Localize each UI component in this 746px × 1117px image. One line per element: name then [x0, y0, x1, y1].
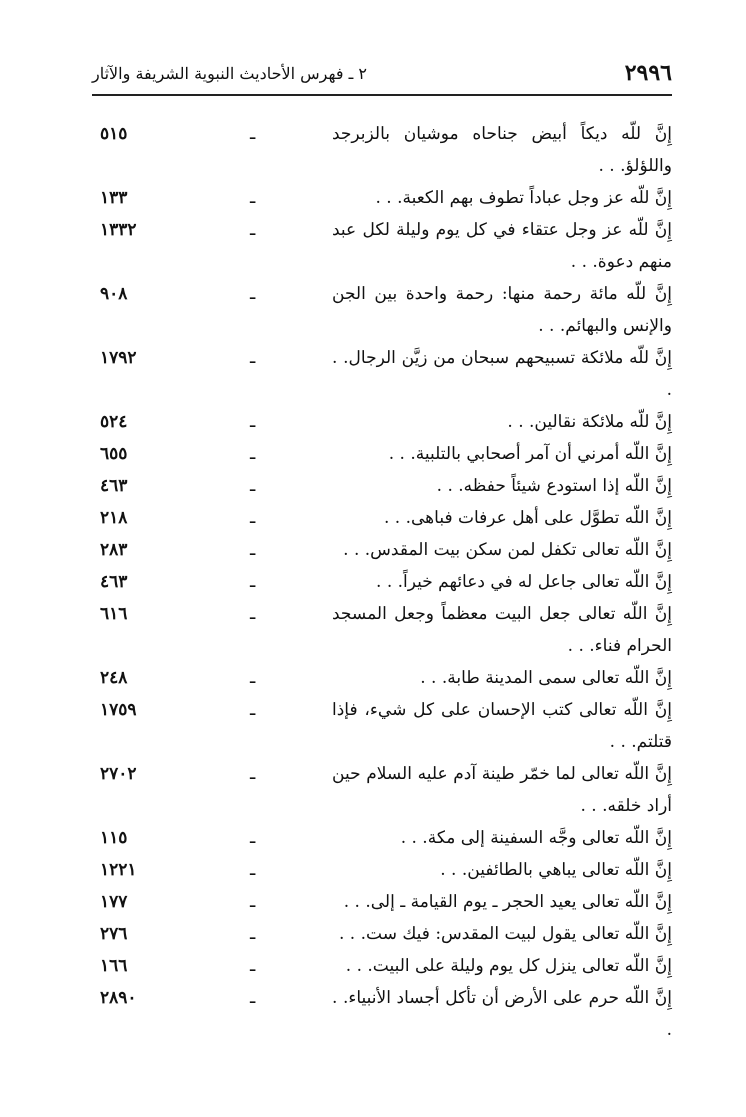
entry-dash: ـ [250, 443, 256, 464]
index-entry [100, 470, 672, 502]
entry-text: إِنَّ للّه ديكاً أبيض جناحاه موشيان بالزبرجد واللؤلؤ. . . [332, 124, 672, 176]
entry-text: إِنَّ للّه عز وجل عتقاء في كل يوم وليلة لكل عبد منهم دعوة. . . [332, 220, 672, 272]
index-entry [100, 758, 672, 822]
entry-reference-number: ٩٠٨ [100, 284, 128, 304]
index-entry [100, 950, 672, 982]
entry-reference-number: ١٣٣٢ [100, 220, 137, 240]
entry-dash: ـ [250, 667, 256, 688]
entry-reference-number: ٢٧٦ [100, 924, 128, 944]
entry-dash: ـ [250, 123, 256, 144]
page-number: ٢٩٩٦ [624, 60, 672, 86]
index-entries [100, 118, 672, 1046]
entry-text: إِنَّ اللّه تعالى ينزل كل يوم وليلة على البيت. . . [345, 956, 672, 976]
entry-dash: ـ [250, 987, 256, 1008]
entry-dash: ـ [250, 955, 256, 976]
entry-text: إِنَّ اللّه تعالى يعيد الحجر ـ يوم القيامة ـ إلى. . . [343, 892, 672, 912]
entry-text: إِنَّ للّه ملائكة نقالين. . . [507, 412, 672, 432]
entry-text: إِنَّ اللّه تعالى لما خمّر طينة آدم عليه السلام حين أراد خلقه. . . [332, 764, 672, 816]
index-entry [100, 406, 672, 438]
index-entry [100, 854, 672, 886]
entry-dash: ـ [250, 603, 256, 624]
entry-dash: ـ [250, 219, 256, 240]
index-entry [100, 822, 672, 854]
entry-reference-number: ٢٨٣ [100, 540, 128, 560]
running-title: ٢ ـ فهرس الأحاديث النبوية الشريفة والآثار [92, 64, 367, 83]
entry-reference-number: ٢٨٩٠ [100, 988, 137, 1008]
index-entry [100, 438, 672, 470]
index-entry [100, 118, 672, 182]
index-entry [100, 182, 672, 214]
entry-reference-number: ٢١٨ [100, 508, 128, 528]
index-entry [100, 214, 672, 278]
entry-text: إِنَّ اللّه تعالى كتب الإحسان على كل شيء، فإذا قتلتم. . . [332, 700, 672, 752]
entry-reference-number: ١٦٦ [100, 956, 128, 976]
index-entry [100, 982, 672, 1046]
entry-text: إِنَّ اللّه إذا استودع شيئاً حفظه. . . [436, 476, 672, 496]
entry-reference-number: ١٧٧ [100, 892, 128, 912]
entry-text: إِنَّ اللّه تعالى جعل البيت معظماً وجعل المسجد الحرام فناء. . . [332, 604, 672, 656]
entry-text: إِنَّ اللّه تعالى يقول لبيت المقدس: فيك ست. . . [338, 924, 672, 944]
entry-dash: ـ [250, 475, 256, 496]
entry-dash: ـ [250, 763, 256, 784]
index-entry [100, 662, 672, 694]
entry-reference-number: ١٢٢١ [100, 860, 137, 880]
entry-dash: ـ [250, 283, 256, 304]
entry-text: إِنَّ اللّه حرم على الأرض أن تأكل أجساد الأنبياء. . . [332, 988, 672, 1040]
entry-dash: ـ [250, 859, 256, 880]
index-entry [100, 566, 672, 598]
entry-text: إِنَّ للّه ملائكة تسبيحهم سبحان من زيَّن الرجال. . . [332, 348, 672, 400]
entry-text: إِنَّ اللّه تعالى تكفل لمن سكن بيت المقدس. . . [343, 540, 672, 560]
entry-dash: ـ [250, 571, 256, 592]
entry-reference-number: ٤٦٣ [100, 572, 128, 592]
entry-dash: ـ [250, 923, 256, 944]
entry-dash: ـ [250, 539, 256, 560]
entry-dash: ـ [250, 187, 256, 208]
entry-reference-number: ١٧٥٩ [100, 700, 137, 720]
index-entry [100, 694, 672, 758]
entry-dash: ـ [250, 891, 256, 912]
entry-dash: ـ [250, 411, 256, 432]
index-entry [100, 278, 672, 342]
entry-reference-number: ٢٤٨ [100, 668, 128, 688]
entry-reference-number: ٥١٥ [100, 124, 128, 144]
entry-reference-number: ٦٥٥ [100, 444, 128, 464]
entry-reference-number: ٦١٦ [100, 604, 128, 624]
index-entry [100, 534, 672, 566]
entry-text: إِنَّ للّه مائة رحمة منها: رحمة واحدة بين الجن والإنس والبهائم. . . [332, 284, 672, 336]
entry-reference-number: ١١٥ [100, 828, 128, 848]
entry-text: إِنَّ اللّه تعالى يباهي بالطائفين. . . [440, 860, 672, 880]
index-entry [100, 342, 672, 406]
index-entry [100, 886, 672, 918]
entry-dash: ـ [250, 347, 256, 368]
entry-reference-number: ١٣٣ [100, 188, 128, 208]
entry-text: إِنَّ اللّه أمرني أن آمر أصحابي بالتلبية. . . [388, 444, 672, 464]
entry-text: إِنَّ للّه عز وجل عباداً تطوف بهم الكعبة. . . [375, 188, 672, 208]
entry-text: إِنَّ اللّه تطوَّل على أهل عرفات فباهى. . . [383, 508, 672, 528]
entry-reference-number: ٥٢٤ [100, 412, 128, 432]
entry-reference-number: ٢٧٠٢ [100, 764, 137, 784]
entry-dash: ـ [250, 827, 256, 848]
entry-reference-number: ١٧٩٢ [100, 348, 137, 368]
entry-text: إِنَّ اللّه تعالى جاعل له في دعائهم خيراً. . . [376, 572, 672, 592]
entry-text: إِنَّ اللّه تعالى سمى المدينة طابة. . . [420, 668, 672, 688]
index-entry [100, 918, 672, 950]
index-entry [100, 598, 672, 662]
entry-dash: ـ [250, 699, 256, 720]
index-entry [100, 502, 672, 534]
entry-reference-number: ٤٦٣ [100, 476, 128, 496]
entry-dash: ـ [250, 507, 256, 528]
page-header [92, 58, 672, 96]
entry-text: إِنَّ اللّه تعالى وجَّه السفينة إلى مكة. . . [400, 828, 672, 848]
